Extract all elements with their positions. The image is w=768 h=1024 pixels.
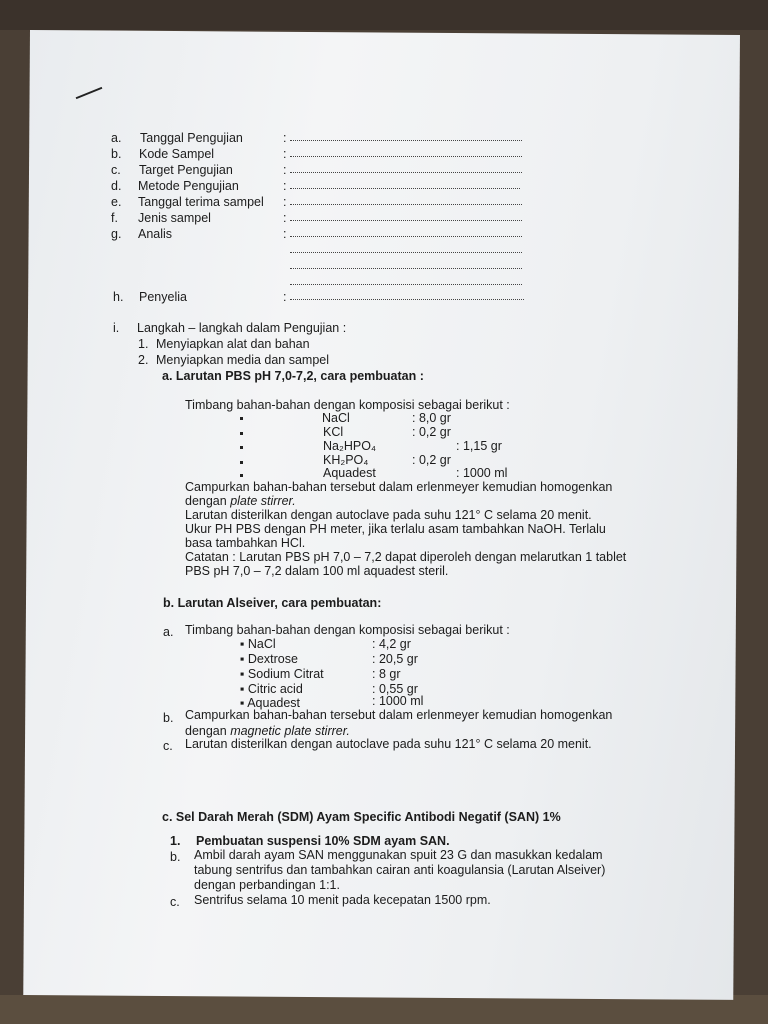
item-letter: b. xyxy=(163,711,174,725)
field-letter: f. xyxy=(111,211,118,225)
ingredient-name: ▪ Sodium Citrat xyxy=(240,667,324,681)
field-blank-line[interactable] xyxy=(290,140,522,141)
field-colon: : xyxy=(283,227,287,241)
ingredient-amount: : 1,15 gr xyxy=(456,439,502,453)
alseiver-paragraph-line: Larutan disterilkan dengan autoclave pada suhu 121° C selama 20 menit. xyxy=(185,737,592,751)
pbs-paragraph-line: dengan plate stirrer. xyxy=(185,494,296,508)
field-label-penyelia: Penyelia xyxy=(139,290,187,304)
field-letter: e. xyxy=(111,195,122,209)
field-label-target-pengujian: Target Pengujian xyxy=(139,163,233,177)
field-blank-line[interactable] xyxy=(290,172,522,173)
field-blank-line[interactable] xyxy=(290,299,524,300)
ingredient-name: Aquadest xyxy=(323,466,376,480)
field-blank-line[interactable] xyxy=(290,220,522,221)
field-colon: : xyxy=(283,147,287,161)
bullet-icon xyxy=(240,446,243,449)
step-number: 1. xyxy=(138,337,149,351)
pbs-intro: Timbang bahan-bahan dengan komposisi sebagai berikut : xyxy=(185,398,510,412)
ingredient-amount: : 1000 ml xyxy=(372,694,424,708)
pbs-paragraph-line: Campurkan bahan-bahan tersebut dalam erlenmeyer kemudian homogenkan xyxy=(185,480,613,494)
field-colon: : xyxy=(283,290,287,304)
item-letter: a. xyxy=(163,625,174,639)
step-number: 2. xyxy=(138,353,149,367)
desk-background-top xyxy=(0,0,768,30)
sdm-paragraph-line: Sentrifus selama 10 menit pada kecepatan 1500 rpm. xyxy=(194,893,491,907)
alseiver-heading: b. Larutan Alseiver, cara pembuatan: xyxy=(163,596,382,610)
ingredient-amount: : 0,2 gr xyxy=(412,425,451,439)
pbs-paragraph-line: Larutan disterilkan dengan autoclave pada suhu 121° C selama 20 menit. xyxy=(185,508,592,522)
field-label-tanggal-terima-sampel: Tanggal terima sampel xyxy=(138,195,264,209)
field-blank-line[interactable] xyxy=(290,268,522,269)
alseiver-paragraph-line: Campurkan bahan-bahan tersebut dalam erlenmeyer kemudian homogenkan xyxy=(185,708,613,722)
pbs-paragraph-line: basa tambahkan HCl. xyxy=(185,536,306,550)
sdm-paragraph-line: tabung sentrifus dan tambahkan cairan anti koagulansia (Larutan Alseiver) xyxy=(194,863,606,877)
field-label-analis: Analis xyxy=(138,227,173,241)
ingredient-amount: : 0,55 gr xyxy=(372,682,418,696)
ingredient-amount: : 20,5 gr xyxy=(372,652,418,666)
field-letter: h. xyxy=(113,290,124,304)
field-label-kode-sampel: Kode Sampel xyxy=(139,147,215,161)
pbs-note-line: PBS pH 7,0 – 7,2 dalam 100 ml aquadest steril. xyxy=(185,564,449,578)
field-blank-line[interactable] xyxy=(290,236,522,237)
ingredient-amount: : 1000 ml xyxy=(456,466,508,480)
field-blank-line[interactable] xyxy=(290,252,522,253)
ingredient-name: NaCl xyxy=(322,411,350,425)
ingredient-amount: : 8,0 gr xyxy=(412,411,451,425)
alseiver-paragraph-line: dengan magnetic plate stirrer. xyxy=(185,724,350,738)
field-label-metode-pengujian: Metode Pengujian xyxy=(138,179,239,193)
ingredient-name: Na₂HPO₄ xyxy=(323,439,377,453)
step-text: Menyiapkan media dan sampel xyxy=(156,353,330,367)
ingredient-name: KH₂PO₄ xyxy=(323,453,369,467)
alseiver-intro: Timbang bahan-bahan dengan komposisi sebagai berikut : xyxy=(185,623,510,637)
field-blank-line[interactable] xyxy=(290,156,522,157)
field-letter: d. xyxy=(111,179,122,193)
field-letter: b. xyxy=(111,147,122,161)
field-blank-line[interactable] xyxy=(290,188,520,189)
ingredient-amount: : 4,2 gr xyxy=(372,637,411,651)
item-letter: c. xyxy=(163,739,173,753)
step-text: Menyiapkan alat dan bahan xyxy=(156,337,310,351)
sdm-heading: c. Sel Darah Merah (SDM) Ayam Specific Antibodi Negatif (SAN) 1% xyxy=(162,810,561,824)
bullet-icon xyxy=(240,417,243,420)
bullet-icon xyxy=(240,461,243,464)
bullet-icon xyxy=(240,474,243,477)
pbs-note-line: Catatan : Larutan PBS pH 7,0 – 7,2 dapat diperoleh dengan melarutkan 1 tablet xyxy=(185,550,627,564)
field-label-jenis-sampel: Jenis sampel xyxy=(138,211,211,225)
sdm-subheading: Pembuatan suspensi 10% SDM ayam SAN. xyxy=(196,834,450,848)
field-colon: : xyxy=(283,211,287,225)
ingredient-amount: : 8 gr xyxy=(372,667,401,681)
field-colon: : xyxy=(283,131,287,145)
field-colon: : xyxy=(283,163,287,177)
pbs-heading: a. Larutan PBS pH 7,0-7,2, cara pembuatan : xyxy=(162,369,424,383)
field-letter: c. xyxy=(111,163,121,177)
ingredient-amount: : 0,2 gr xyxy=(412,453,451,467)
ingredient-name: ▪ Citric acid xyxy=(240,682,303,696)
field-letter: a. xyxy=(111,131,122,145)
field-blank-line[interactable] xyxy=(290,204,522,205)
sdm-paragraph-line: dengan perbandingan 1:1. xyxy=(194,878,340,892)
field-colon: : xyxy=(283,179,287,193)
field-letter: g. xyxy=(111,227,122,241)
ingredient-name: ▪ NaCl xyxy=(240,637,276,651)
bullet-icon xyxy=(240,432,243,435)
item-number: 1. xyxy=(170,834,181,848)
sdm-paragraph-line: Ambil darah ayam SAN menggunakan spuit 23 G dan masukkan kedalam xyxy=(194,848,603,862)
steps-letter: i. xyxy=(113,321,120,335)
ingredient-name: ▪ Dextrose xyxy=(240,652,298,666)
ingredient-name: ▪ Aquadest xyxy=(240,696,301,710)
item-letter: c. xyxy=(170,895,180,909)
pbs-paragraph-line: Ukur PH PBS dengan PH meter, jika terlalu asam tambahkan NaOH. Terlalu xyxy=(185,522,606,536)
field-blank-line[interactable] xyxy=(290,284,522,285)
steps-title: Langkah – langkah dalam Pengujian : xyxy=(137,321,347,335)
ingredient-name: KCl xyxy=(323,425,344,439)
item-letter: b. xyxy=(170,850,181,864)
field-label-tanggal-pengujian: Tanggal Pengujian xyxy=(140,131,243,145)
field-colon: : xyxy=(283,195,287,209)
